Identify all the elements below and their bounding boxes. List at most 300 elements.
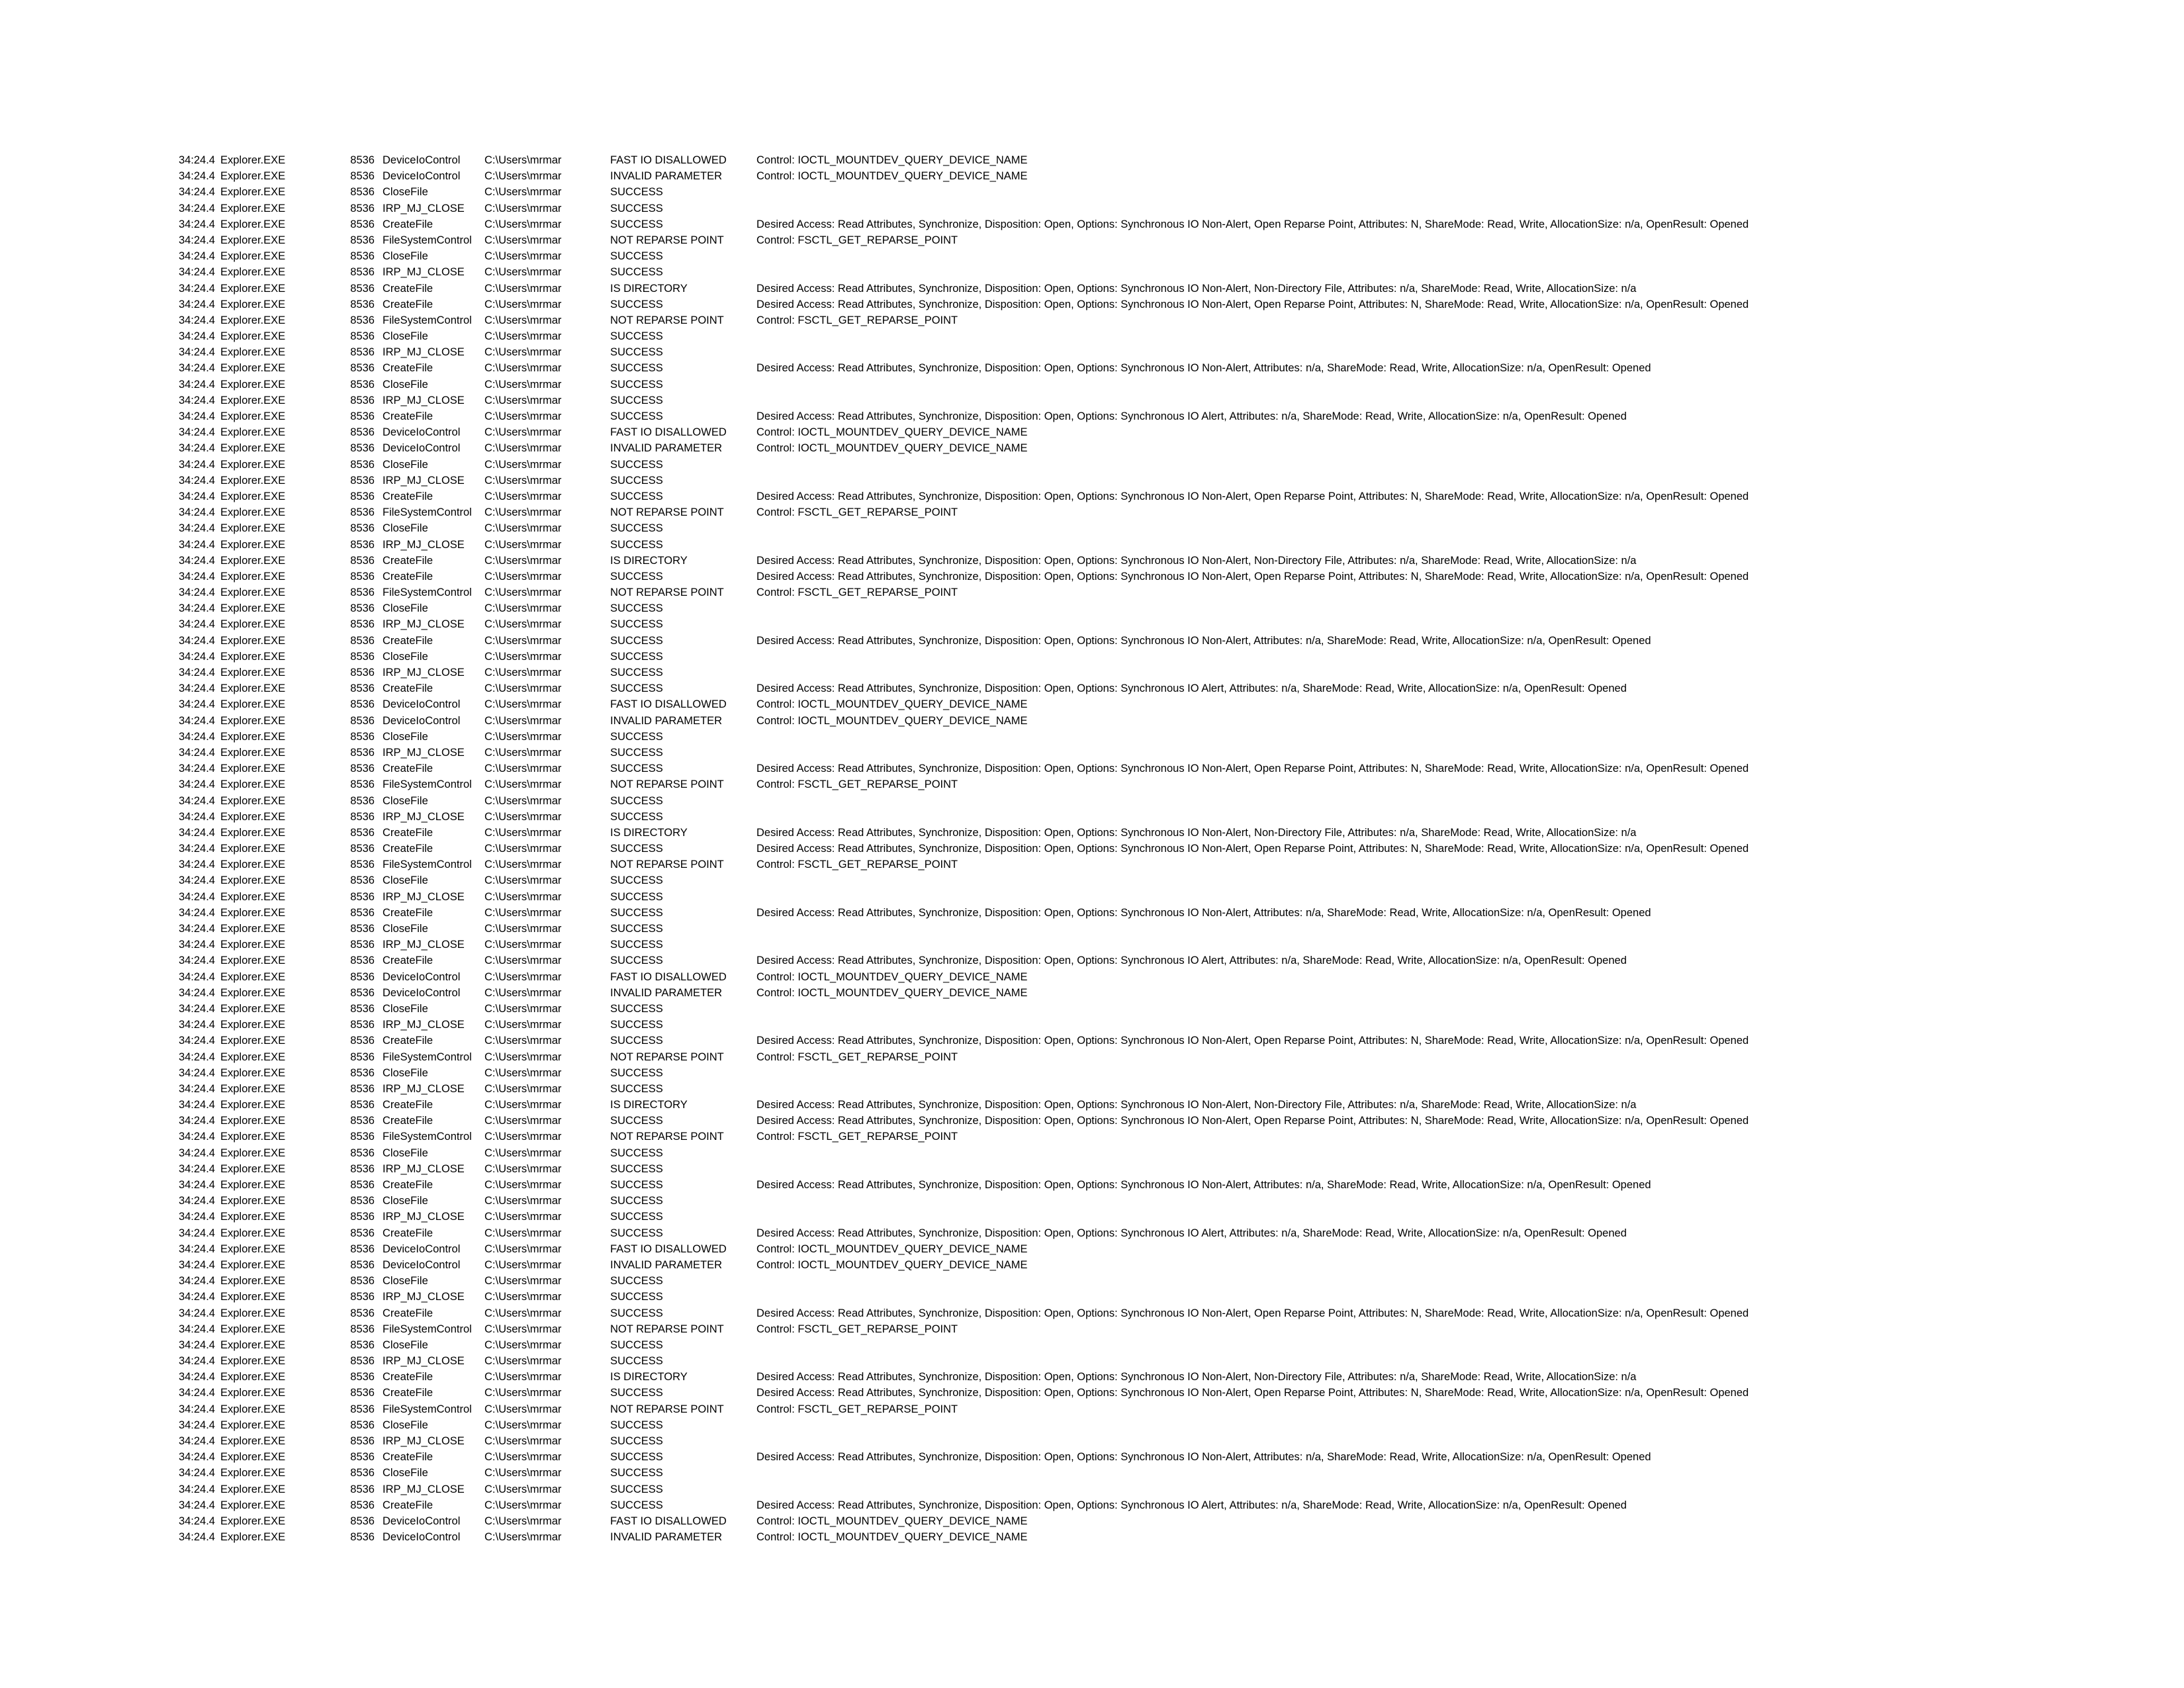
- result-cell: SUCCESS: [610, 1002, 663, 1015]
- process-name-cell: Explorer.EXE: [220, 843, 286, 855]
- log-row: [0, 1497, 2184, 1513]
- pid-cell: 8536: [350, 1419, 375, 1431]
- process-name-cell: Explorer.EXE: [220, 1275, 286, 1288]
- path-cell: C:\Users\mrmar: [484, 923, 562, 935]
- time-cell: 34:24.4: [178, 330, 215, 343]
- log-row: [0, 600, 2184, 616]
- process-name-cell: Explorer.EXE: [220, 330, 286, 343]
- process-name-cell: Explorer.EXE: [220, 763, 286, 775]
- time-cell: 34:24.4: [178, 362, 215, 375]
- pid-cell: 8536: [350, 778, 375, 791]
- pid-cell: 8536: [350, 522, 375, 535]
- process-name-cell: Explorer.EXE: [220, 1531, 286, 1544]
- operation-cell: DeviceIoControl: [383, 170, 461, 183]
- operation-cell: DeviceIoControl: [383, 698, 461, 711]
- path-cell: C:\Users\mrmar: [484, 1483, 562, 1495]
- process-name-cell: Explorer.EXE: [220, 826, 286, 839]
- pid-cell: 8536: [350, 410, 375, 422]
- log-row: [0, 1433, 2184, 1449]
- log-row: [0, 1305, 2184, 1321]
- path-cell: C:\Users\mrmar: [484, 1323, 562, 1335]
- pid-cell: 8536: [350, 538, 375, 551]
- result-cell: FAST IO DISALLOWED: [610, 426, 727, 439]
- operation-cell: CreateFile: [383, 1099, 433, 1111]
- log-row: [0, 953, 2184, 968]
- result-cell: FAST IO DISALLOWED: [610, 1243, 727, 1255]
- operation-cell: DeviceIoControl: [383, 986, 461, 999]
- detail-cell: Control: FSCTL_GET_REPARSE_POINT: [756, 506, 958, 519]
- process-name-cell: Explorer.EXE: [220, 634, 286, 647]
- pid-cell: 8536: [350, 298, 375, 310]
- path-cell: C:\Users\mrmar: [484, 730, 562, 743]
- pid-cell: 8536: [350, 1275, 375, 1288]
- pid-cell: 8536: [350, 1035, 375, 1047]
- process-name-cell: Explorer.EXE: [220, 1387, 286, 1399]
- path-cell: C:\Users\mrmar: [484, 906, 562, 919]
- time-cell: 34:24.4: [178, 1531, 215, 1544]
- operation-cell: CreateFile: [383, 282, 433, 295]
- result-cell: SUCCESS: [610, 1338, 663, 1351]
- process-name-cell: Explorer.EXE: [220, 682, 286, 695]
- operation-cell: CreateFile: [383, 1387, 433, 1399]
- operation-cell: IRP_MJ_CLOSE: [383, 346, 465, 359]
- log-row: [0, 1321, 2184, 1337]
- detail-cell: Control: IOCTL_MOUNTDEV_QUERY_DEVICE_NAME: [756, 714, 1028, 727]
- path-cell: C:\Users\mrmar: [484, 1291, 562, 1303]
- path-cell: C:\Users\mrmar: [484, 1451, 562, 1464]
- log-row: [0, 201, 2184, 216]
- log-row: [0, 1337, 2184, 1353]
- detail-cell: Desired Access: Read Attributes, Synchronize, Disposition: Open, Options: Synchronous IO Non-Alert, Open Reparse Point, Attributes: N, ShareMode: Read, Write, AllocationSize: n/a, OpenResult: Opened: [756, 298, 1749, 310]
- path-cell: C:\Users\mrmar: [484, 426, 562, 439]
- detail-cell: Control: IOCTL_MOUNTDEV_QUERY_DEVICE_NAME: [756, 426, 1028, 439]
- result-cell: INVALID PARAMETER: [610, 170, 723, 183]
- pid-cell: 8536: [350, 186, 375, 199]
- time-cell: 34:24.4: [178, 794, 215, 807]
- operation-cell: DeviceIoControl: [383, 1515, 461, 1527]
- process-name-cell: Explorer.EXE: [220, 1371, 286, 1383]
- operation-cell: DeviceIoControl: [383, 1258, 461, 1271]
- log-row: [0, 489, 2184, 504]
- result-cell: SUCCESS: [610, 1179, 663, 1191]
- path-cell: C:\Users\mrmar: [484, 970, 562, 983]
- time-cell: 34:24.4: [178, 186, 215, 199]
- path-cell: C:\Users\mrmar: [484, 763, 562, 775]
- time-cell: 34:24.4: [178, 170, 215, 183]
- time-cell: 34:24.4: [178, 490, 215, 502]
- process-name-cell: Explorer.EXE: [220, 1211, 286, 1223]
- pid-cell: 8536: [350, 1131, 375, 1143]
- result-cell: INVALID PARAMETER: [610, 714, 723, 727]
- pid-cell: 8536: [350, 1531, 375, 1544]
- time-cell: 34:24.4: [178, 1435, 215, 1447]
- log-row: [0, 1129, 2184, 1145]
- detail-cell: Desired Access: Read Attributes, Synchronize, Disposition: Open, Options: Synchronous IO Non-Alert, Attributes: n/a, ShareMode: Read, Write, AllocationSize: n/a, OpenResult: Opened: [756, 906, 1651, 919]
- operation-cell: IRP_MJ_CLOSE: [383, 1019, 465, 1031]
- log-row: [0, 969, 2184, 985]
- path-cell: C:\Users\mrmar: [484, 1371, 562, 1383]
- result-cell: IS DIRECTORY: [610, 1371, 688, 1383]
- path-cell: C:\Users\mrmar: [484, 955, 562, 967]
- result-cell: SUCCESS: [610, 522, 663, 535]
- path-cell: C:\Users\mrmar: [484, 202, 562, 214]
- time-cell: 34:24.4: [178, 426, 215, 439]
- detail-cell: Control: FSCTL_GET_REPARSE_POINT: [756, 1403, 958, 1415]
- log-row: [0, 360, 2184, 376]
- operation-cell: CreateFile: [383, 1307, 433, 1319]
- time-cell: 34:24.4: [178, 1483, 215, 1495]
- path-cell: C:\Users\mrmar: [484, 1531, 562, 1544]
- detail-cell: Desired Access: Read Attributes, Synchronize, Disposition: Open, Options: Synchronous IO Non-Alert, Attributes: n/a, ShareMode: Read, Write, AllocationSize: n/a, OpenResult: Opened: [756, 1179, 1651, 1191]
- path-cell: C:\Users\mrmar: [484, 1307, 562, 1319]
- operation-cell: CreateFile: [383, 634, 433, 647]
- time-cell: 34:24.4: [178, 1371, 215, 1383]
- path-cell: C:\Users\mrmar: [484, 538, 562, 551]
- result-cell: SUCCESS: [610, 602, 663, 615]
- path-cell: C:\Users\mrmar: [484, 346, 562, 359]
- time-cell: 34:24.4: [178, 1051, 215, 1063]
- pid-cell: 8536: [350, 506, 375, 519]
- process-name-cell: Explorer.EXE: [220, 1082, 286, 1095]
- path-cell: C:\Users\mrmar: [484, 698, 562, 711]
- pid-cell: 8536: [350, 843, 375, 855]
- time-cell: 34:24.4: [178, 234, 215, 246]
- result-cell: SUCCESS: [610, 378, 663, 391]
- process-name-cell: Explorer.EXE: [220, 1403, 286, 1415]
- pid-cell: 8536: [350, 1162, 375, 1175]
- operation-cell: DeviceIoControl: [383, 442, 461, 455]
- log-row: [0, 889, 2184, 905]
- pid-cell: 8536: [350, 906, 375, 919]
- detail-cell: Desired Access: Read Attributes, Synchronize, Disposition: Open, Options: Synchronous IO Non-Alert, Non-Directory File, Attributes: n/a, ShareMode: Read, Write, AllocationSize: n/a: [756, 282, 1637, 295]
- time-cell: 34:24.4: [178, 1355, 215, 1368]
- path-cell: C:\Users\mrmar: [484, 554, 562, 567]
- time-cell: 34:24.4: [178, 1243, 215, 1255]
- path-cell: C:\Users\mrmar: [484, 1258, 562, 1271]
- detail-cell: Control: IOCTL_MOUNTDEV_QUERY_DEVICE_NAME: [756, 1243, 1028, 1255]
- pid-cell: 8536: [350, 1179, 375, 1191]
- result-cell: SUCCESS: [610, 955, 663, 967]
- pid-cell: 8536: [350, 314, 375, 326]
- operation-cell: CreateFile: [383, 298, 433, 310]
- operation-cell: CreateFile: [383, 1179, 433, 1191]
- process-name-cell: Explorer.EXE: [220, 1035, 286, 1047]
- process-name-cell: Explorer.EXE: [220, 923, 286, 935]
- operation-cell: CreateFile: [383, 763, 433, 775]
- log-row: [0, 841, 2184, 857]
- time-cell: 34:24.4: [178, 394, 215, 406]
- log-row: [0, 377, 2184, 393]
- operation-cell: CreateFile: [383, 218, 433, 230]
- result-cell: FAST IO DISALLOWED: [610, 154, 727, 166]
- process-name-cell: Explorer.EXE: [220, 1307, 286, 1319]
- process-name-cell: Explorer.EXE: [220, 1338, 286, 1351]
- process-name-cell: Explorer.EXE: [220, 170, 286, 183]
- log-row: [0, 1049, 2184, 1065]
- detail-cell: Desired Access: Read Attributes, Synchronize, Disposition: Open, Options: Synchronous IO Non-Alert, Attributes: n/a, ShareMode: Read, Write, AllocationSize: n/a, OpenResult: Opened: [756, 362, 1651, 375]
- process-name-cell: Explorer.EXE: [220, 554, 286, 567]
- time-cell: 34:24.4: [178, 618, 215, 631]
- process-name-cell: Explorer.EXE: [220, 1115, 286, 1127]
- process-name-cell: Explorer.EXE: [220, 810, 286, 823]
- operation-cell: IRP_MJ_CLOSE: [383, 667, 465, 679]
- detail-cell: Desired Access: Read Attributes, Synchronize, Disposition: Open, Options: Synchronous IO Non-Alert, Attributes: n/a, ShareMode: Read, Write, AllocationSize: n/a, OpenResult: Opened: [756, 634, 1651, 647]
- time-cell: 34:24.4: [178, 890, 215, 903]
- log-row: [0, 281, 2184, 297]
- time-cell: 34:24.4: [178, 218, 215, 230]
- pid-cell: 8536: [350, 202, 375, 214]
- log-row: [0, 1113, 2184, 1129]
- operation-cell: CreateFile: [383, 1227, 433, 1239]
- path-cell: C:\Users\mrmar: [484, 794, 562, 807]
- process-name-cell: Explorer.EXE: [220, 714, 286, 727]
- time-cell: 34:24.4: [178, 458, 215, 471]
- path-cell: C:\Users\mrmar: [484, 314, 562, 326]
- log-row: [0, 1097, 2184, 1113]
- log-row: [0, 1449, 2184, 1465]
- process-name-cell: Explorer.EXE: [220, 378, 286, 391]
- result-cell: SUCCESS: [610, 667, 663, 679]
- detail-cell: Control: FSCTL_GET_REPARSE_POINT: [756, 859, 958, 871]
- pid-cell: 8536: [350, 986, 375, 999]
- result-cell: SUCCESS: [610, 1355, 663, 1368]
- pid-cell: 8536: [350, 1483, 375, 1495]
- time-cell: 34:24.4: [178, 1258, 215, 1271]
- time-cell: 34:24.4: [178, 955, 215, 967]
- pid-cell: 8536: [350, 570, 375, 583]
- path-cell: C:\Users\mrmar: [484, 746, 562, 759]
- process-name-cell: Explorer.EXE: [220, 250, 286, 263]
- log-row: [0, 553, 2184, 569]
- operation-cell: CreateFile: [383, 490, 433, 502]
- time-cell: 34:24.4: [178, 474, 215, 487]
- result-cell: INVALID PARAMETER: [610, 1531, 723, 1544]
- process-name-cell: Explorer.EXE: [220, 698, 286, 711]
- log-row: [0, 457, 2184, 473]
- log-row: [0, 1145, 2184, 1161]
- process-name-cell: Explorer.EXE: [220, 442, 286, 455]
- pid-cell: 8536: [350, 1099, 375, 1111]
- operation-cell: IRP_MJ_CLOSE: [383, 1355, 465, 1368]
- pid-cell: 8536: [350, 794, 375, 807]
- path-cell: C:\Users\mrmar: [484, 1051, 562, 1063]
- operation-cell: CloseFile: [383, 330, 428, 343]
- process-name-cell: Explorer.EXE: [220, 1435, 286, 1447]
- result-cell: NOT REPARSE POINT: [610, 859, 724, 871]
- path-cell: C:\Users\mrmar: [484, 442, 562, 455]
- time-cell: 34:24.4: [178, 266, 215, 279]
- time-cell: 34:24.4: [178, 1131, 215, 1143]
- operation-cell: CloseFile: [383, 1419, 428, 1431]
- log-row: [0, 473, 2184, 489]
- time-cell: 34:24.4: [178, 378, 215, 391]
- pid-cell: 8536: [350, 1147, 375, 1159]
- detail-cell: Desired Access: Read Attributes, Synchronize, Disposition: Open, Options: Synchronous IO Alert, Attributes: n/a, ShareMode: Read, Write, AllocationSize: n/a, OpenResult: Opened: [756, 1227, 1627, 1239]
- result-cell: IS DIRECTORY: [610, 1099, 688, 1111]
- result-cell: SUCCESS: [610, 1082, 663, 1095]
- result-cell: SUCCESS: [610, 890, 663, 903]
- process-name-cell: Explorer.EXE: [220, 522, 286, 535]
- pid-cell: 8536: [350, 1338, 375, 1351]
- path-cell: C:\Users\mrmar: [484, 570, 562, 583]
- operation-cell: FileSystemControl: [383, 1051, 472, 1063]
- path-cell: C:\Users\mrmar: [484, 1162, 562, 1175]
- process-name-cell: Explorer.EXE: [220, 874, 286, 887]
- process-name-cell: Explorer.EXE: [220, 186, 286, 199]
- log-row: [0, 1017, 2184, 1033]
- operation-cell: FileSystemControl: [383, 314, 472, 326]
- time-cell: 34:24.4: [178, 923, 215, 935]
- log-row: [0, 1161, 2184, 1177]
- time-cell: 34:24.4: [178, 698, 215, 711]
- process-name-cell: Explorer.EXE: [220, 1227, 286, 1239]
- process-name-cell: Explorer.EXE: [220, 1131, 286, 1143]
- log-row: [0, 1481, 2184, 1497]
- path-cell: C:\Users\mrmar: [484, 1147, 562, 1159]
- log-row: [0, 745, 2184, 761]
- pid-cell: 8536: [350, 378, 375, 391]
- time-cell: 34:24.4: [178, 778, 215, 791]
- operation-cell: IRP_MJ_CLOSE: [383, 1291, 465, 1303]
- log-row: [0, 937, 2184, 953]
- operation-cell: CreateFile: [383, 1371, 433, 1383]
- process-name-cell: Explorer.EXE: [220, 1099, 286, 1111]
- path-cell: C:\Users\mrmar: [484, 810, 562, 823]
- log-row: [0, 1417, 2184, 1433]
- log-row: [0, 569, 2184, 585]
- result-cell: SUCCESS: [610, 874, 663, 887]
- operation-cell: CloseFile: [383, 730, 428, 743]
- pid-cell: 8536: [350, 1435, 375, 1447]
- operation-cell: CreateFile: [383, 410, 433, 422]
- log-row: [0, 232, 2184, 248]
- operation-cell: CreateFile: [383, 362, 433, 375]
- result-cell: SUCCESS: [610, 1387, 663, 1399]
- time-cell: 34:24.4: [178, 522, 215, 535]
- time-cell: 34:24.4: [178, 859, 215, 871]
- path-cell: C:\Users\mrmar: [484, 394, 562, 406]
- time-cell: 34:24.4: [178, 1227, 215, 1239]
- result-cell: SUCCESS: [610, 410, 663, 422]
- result-cell: INVALID PARAMETER: [610, 442, 723, 455]
- pid-cell: 8536: [350, 730, 375, 743]
- result-cell: SUCCESS: [610, 746, 663, 759]
- operation-cell: CreateFile: [383, 554, 433, 567]
- detail-cell: Desired Access: Read Attributes, Synchronize, Disposition: Open, Options: Synchronous IO Alert, Attributes: n/a, ShareMode: Read, Write, AllocationSize: n/a, OpenResult: Opened: [756, 955, 1627, 967]
- detail-cell: Control: IOCTL_MOUNTDEV_QUERY_DEVICE_NAME: [756, 1531, 1028, 1544]
- detail-cell: Desired Access: Read Attributes, Synchronize, Disposition: Open, Options: Synchronous IO Non-Alert, Attributes: n/a, ShareMode: Read, Write, AllocationSize: n/a, OpenResult: Opened: [756, 1451, 1651, 1464]
- process-name-cell: Explorer.EXE: [220, 667, 286, 679]
- operation-cell: CloseFile: [383, 378, 428, 391]
- result-cell: SUCCESS: [610, 266, 663, 279]
- log-row: [0, 633, 2184, 649]
- pid-cell: 8536: [350, 490, 375, 502]
- process-name-cell: Explorer.EXE: [220, 266, 286, 279]
- time-cell: 34:24.4: [178, 442, 215, 455]
- result-cell: SUCCESS: [610, 346, 663, 359]
- path-cell: C:\Users\mrmar: [484, 1243, 562, 1255]
- log-row: [0, 696, 2184, 712]
- path-cell: C:\Users\mrmar: [484, 1467, 562, 1479]
- result-cell: SUCCESS: [610, 538, 663, 551]
- detail-cell: Desired Access: Read Attributes, Synchronize, Disposition: Open, Options: Synchronous IO Non-Alert, Non-Directory File, Attributes: n/a, ShareMode: Read, Write, AllocationSize: n/a: [756, 1371, 1637, 1383]
- operation-cell: IRP_MJ_CLOSE: [383, 1211, 465, 1223]
- process-name-cell: Explorer.EXE: [220, 1066, 286, 1079]
- pid-cell: 8536: [350, 1403, 375, 1415]
- operation-cell: CloseFile: [383, 1338, 428, 1351]
- pid-cell: 8536: [350, 1051, 375, 1063]
- result-cell: SUCCESS: [610, 186, 663, 199]
- process-name-cell: Explorer.EXE: [220, 1243, 286, 1255]
- log-row: [0, 1273, 2184, 1289]
- path-cell: C:\Users\mrmar: [484, 1035, 562, 1047]
- operation-cell: CloseFile: [383, 1066, 428, 1079]
- log-row: [0, 825, 2184, 841]
- time-cell: 34:24.4: [178, 1338, 215, 1351]
- pid-cell: 8536: [350, 1515, 375, 1527]
- operation-cell: IRP_MJ_CLOSE: [383, 1162, 465, 1175]
- log-row: [0, 1225, 2184, 1241]
- path-cell: C:\Users\mrmar: [484, 362, 562, 375]
- time-cell: 34:24.4: [178, 1162, 215, 1175]
- log-row: [0, 985, 2184, 1001]
- time-cell: 34:24.4: [178, 1035, 215, 1047]
- path-cell: C:\Users\mrmar: [484, 939, 562, 951]
- pid-cell: 8536: [350, 1227, 375, 1239]
- path-cell: C:\Users\mrmar: [484, 1131, 562, 1143]
- path-cell: C:\Users\mrmar: [484, 410, 562, 422]
- time-cell: 34:24.4: [178, 570, 215, 583]
- detail-cell: Desired Access: Read Attributes, Synchronize, Disposition: Open, Options: Synchronous IO Non-Alert, Non-Directory File, Attributes: n/a, ShareMode: Read, Write, AllocationSize: n/a: [756, 1099, 1637, 1111]
- time-cell: 34:24.4: [178, 986, 215, 999]
- path-cell: C:\Users\mrmar: [484, 826, 562, 839]
- result-cell: SUCCESS: [610, 394, 663, 406]
- operation-cell: IRP_MJ_CLOSE: [383, 810, 465, 823]
- pid-cell: 8536: [350, 890, 375, 903]
- pid-cell: 8536: [350, 1211, 375, 1223]
- detail-cell: Control: IOCTL_MOUNTDEV_QUERY_DEVICE_NAME: [756, 986, 1028, 999]
- operation-cell: CloseFile: [383, 186, 428, 199]
- pid-cell: 8536: [350, 1355, 375, 1368]
- result-cell: NOT REPARSE POINT: [610, 586, 724, 599]
- operation-cell: FileSystemControl: [383, 586, 472, 599]
- result-cell: NOT REPARSE POINT: [610, 1051, 724, 1063]
- result-cell: SUCCESS: [610, 458, 663, 471]
- pid-cell: 8536: [350, 1467, 375, 1479]
- operation-cell: CloseFile: [383, 874, 428, 887]
- time-cell: 34:24.4: [178, 1323, 215, 1335]
- pid-cell: 8536: [350, 458, 375, 471]
- result-cell: SUCCESS: [610, 1211, 663, 1223]
- operation-cell: IRP_MJ_CLOSE: [383, 1483, 465, 1495]
- detail-cell: Desired Access: Read Attributes, Synchronize, Disposition: Open, Options: Synchronous IO Non-Alert, Open Reparse Point, Attributes: N, ShareMode: Read, Write, AllocationSize: n/a, OpenResult: Opened: [756, 1115, 1749, 1127]
- process-name-cell: Explorer.EXE: [220, 1051, 286, 1063]
- path-cell: C:\Users\mrmar: [484, 986, 562, 999]
- result-cell: INVALID PARAMETER: [610, 986, 723, 999]
- time-cell: 34:24.4: [178, 939, 215, 951]
- process-name-cell: Explorer.EXE: [220, 746, 286, 759]
- result-cell: SUCCESS: [610, 1435, 663, 1447]
- path-cell: C:\Users\mrmar: [484, 1227, 562, 1239]
- path-cell: C:\Users\mrmar: [484, 458, 562, 471]
- time-cell: 34:24.4: [178, 650, 215, 663]
- operation-cell: IRP_MJ_CLOSE: [383, 394, 465, 406]
- pid-cell: 8536: [350, 1291, 375, 1303]
- result-cell: SUCCESS: [610, 474, 663, 487]
- log-row: [0, 776, 2184, 792]
- pid-cell: 8536: [350, 282, 375, 295]
- path-cell: C:\Users\mrmar: [484, 778, 562, 791]
